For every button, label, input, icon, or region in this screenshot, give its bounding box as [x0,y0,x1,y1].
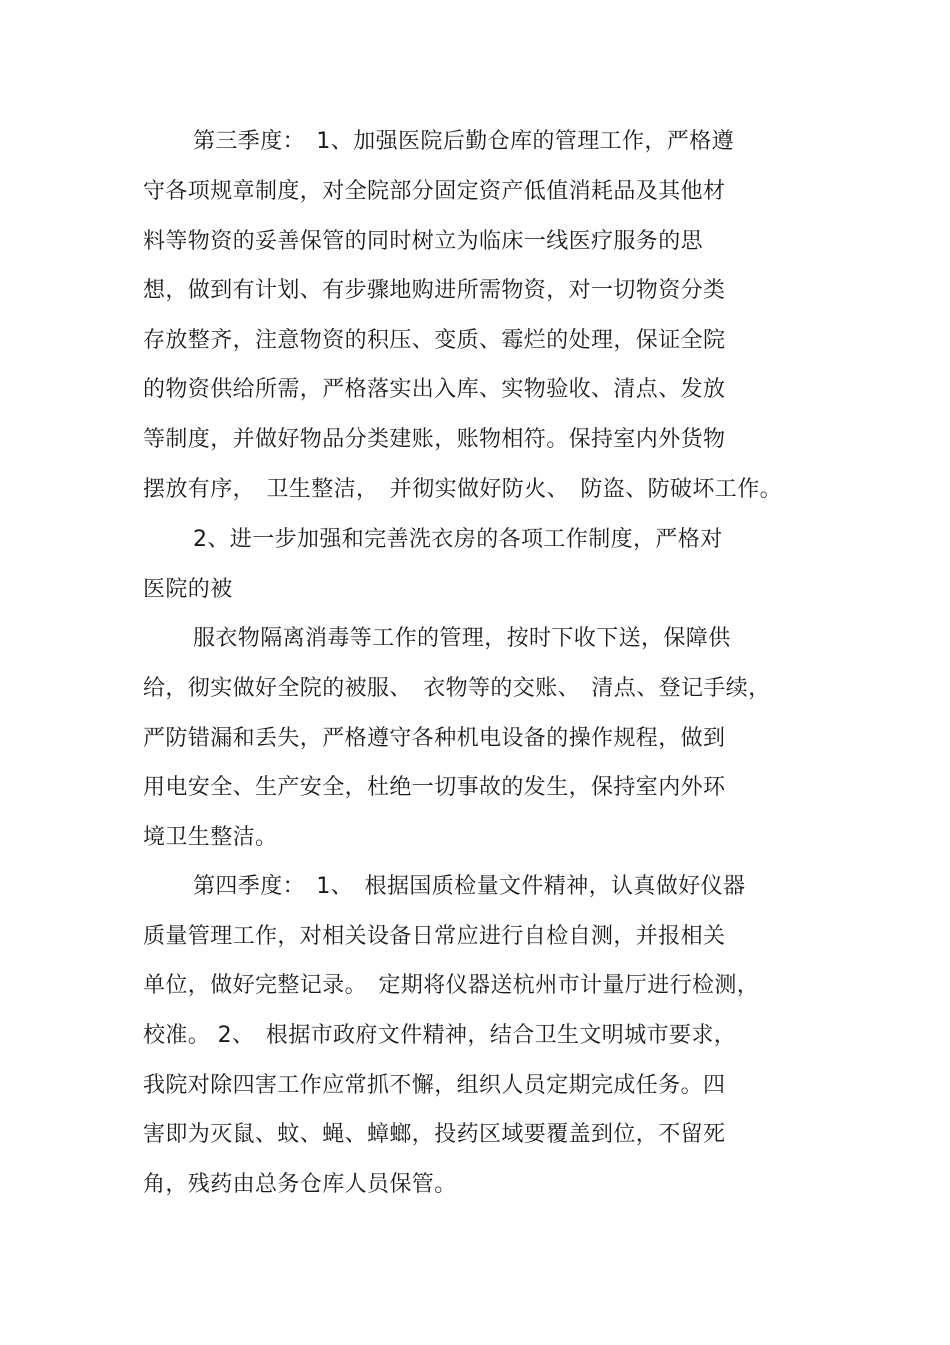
paragraph-line: 服衣物隔离消毒等工作的管理，按时下收下送，保障供 [193,626,731,651]
paragraph-line: 用电安全、生产安全，杜绝一切事故的发生，保持室内外环 [143,775,726,800]
paragraph-line: 等制度，并做好物品分类建账，账物相符。保持室内外货物 [143,427,726,452]
paragraph-line: 摆放有序， 卫生整洁， 并彻实做好防火、 防盗、防破坏工作。 [143,477,783,502]
paragraph-line: 严防错漏和丢失，严格遵守各种机电设备的操作规程，做到 [143,726,726,751]
paragraph-line: 单位，做好完整记录。 定期将仪器送杭州市计量厅进行检测， [143,973,760,998]
paragraph-line: 2、进一步加强和完善洗衣房的各项工作制度，严格对 [193,527,723,552]
paragraph-line: 料等物资的妥善保管的同时树立为临床一线医疗服务的思 [143,229,704,254]
paragraph-line: 第三季度： 1、加强医院后勤仓库的管理工作，严格遵 [193,129,734,154]
paragraph-line: 存放整齐，注意物资的积压、变质、霉烂的处理，保证全院 [143,328,726,353]
paragraph-line: 校准。 2、 根据市政府文件精神，结合卫生文明城市要求， [143,1023,737,1048]
paragraph-line: 角，残药由总务仓库人员保管。 [143,1172,457,1197]
paragraph-line: 守各项规章制度，对全院部分固定资产低值消耗品及其他材 [143,179,726,204]
paragraph-line: 的物资供给所需，严格落实出入库、实物验收、清点、发放 [143,377,726,402]
paragraph-line: 境卫生整洁。 [143,825,278,850]
paragraph-line: 给，彻实做好全院的被服、 衣物等的交账、 清点、登记手续， [143,676,771,701]
paragraph-line: 想，做到有计划、有步骤地购进所需物资，对一切物资分类 [143,278,726,303]
paragraph-line: 害即为灭鼠、蚊、蝇、蟑螂，投药区域要覆盖到位，不留死 [143,1122,726,1147]
paragraph-line: 第四季度： 1、 根据国质检量文件精神，认真做好仪器 [193,874,746,899]
paragraph-line: 质量管理工作，对相关设备日常应进行自检自测，并报相关 [143,924,726,949]
paragraph-line: 我院对除四害工作应常抓不懈，组织人员定期完成任务。四 [143,1073,726,1098]
paragraph-line: 医院的被 [143,577,233,602]
